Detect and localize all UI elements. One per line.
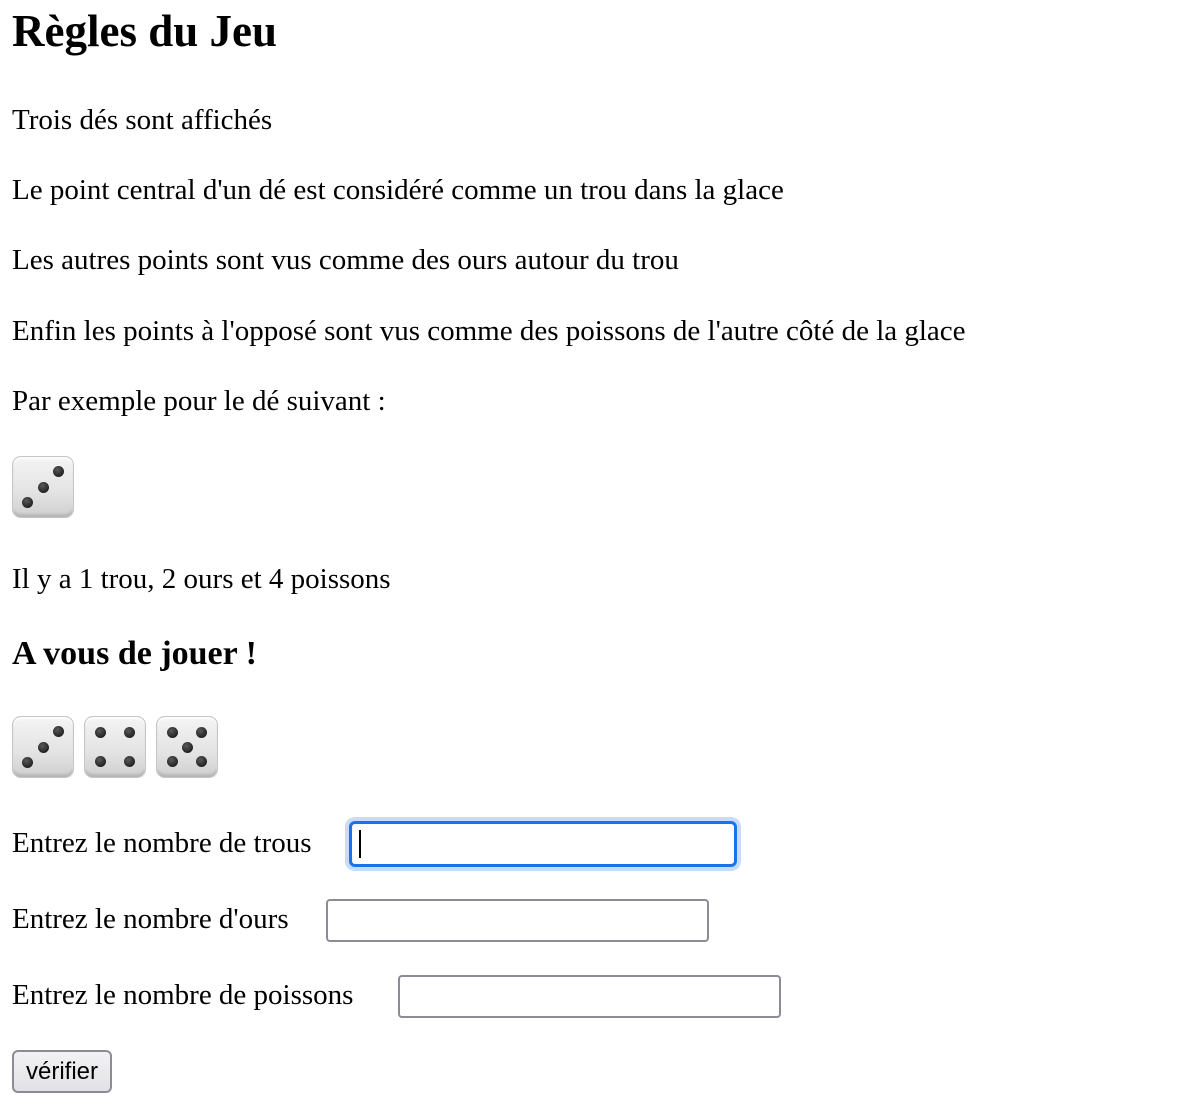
page-title: Règles du Jeu xyxy=(12,6,278,56)
rule-line-4: Enfin les points à l'opposé sont vus comme des poissons de l'autre côté de la glace xyxy=(12,315,966,347)
die-pip xyxy=(22,497,33,508)
bears-label: Entrez le nombre d'ours xyxy=(12,903,289,935)
rule-line-3: Les autres points sont vus comme des ours autour du trou xyxy=(12,244,679,276)
die-pip xyxy=(167,727,178,738)
die-pip xyxy=(196,727,207,738)
die-pip xyxy=(124,727,135,738)
example-die-icon xyxy=(12,456,74,518)
play-die-1-icon xyxy=(12,716,74,778)
die-pip xyxy=(38,482,49,493)
die-pip xyxy=(196,756,207,767)
bears-input[interactable] xyxy=(326,899,709,942)
play-die-3-icon xyxy=(156,716,218,778)
example-explanation: Il y a 1 trou, 2 ours et 4 poissons xyxy=(12,563,391,595)
die-pip xyxy=(53,726,64,737)
die-pip xyxy=(167,756,178,767)
die-pip xyxy=(53,466,64,477)
play-die-2-icon xyxy=(84,716,146,778)
rule-line-1: Trois dés sont affichés xyxy=(12,104,273,136)
die-pip xyxy=(182,742,193,753)
fish-input[interactable] xyxy=(398,975,781,1018)
play-heading: A vous de jouer ! xyxy=(12,635,257,672)
die-pip xyxy=(38,742,49,753)
die-pip xyxy=(124,756,135,767)
fish-label: Entrez le nombre de poissons xyxy=(12,979,354,1011)
die-pip xyxy=(22,757,33,768)
text-caret xyxy=(359,830,361,858)
holes-input[interactable] xyxy=(349,821,737,867)
verify-button[interactable]: vérifier xyxy=(12,1050,112,1093)
die-pip xyxy=(95,756,106,767)
rule-line-2: Le point central d'un dé est considéré comme un trou dans la glace xyxy=(12,174,784,206)
holes-label: Entrez le nombre de trous xyxy=(12,827,312,859)
die-pip xyxy=(95,727,106,738)
rule-line-5: Par exemple pour le dé suivant : xyxy=(12,385,386,417)
